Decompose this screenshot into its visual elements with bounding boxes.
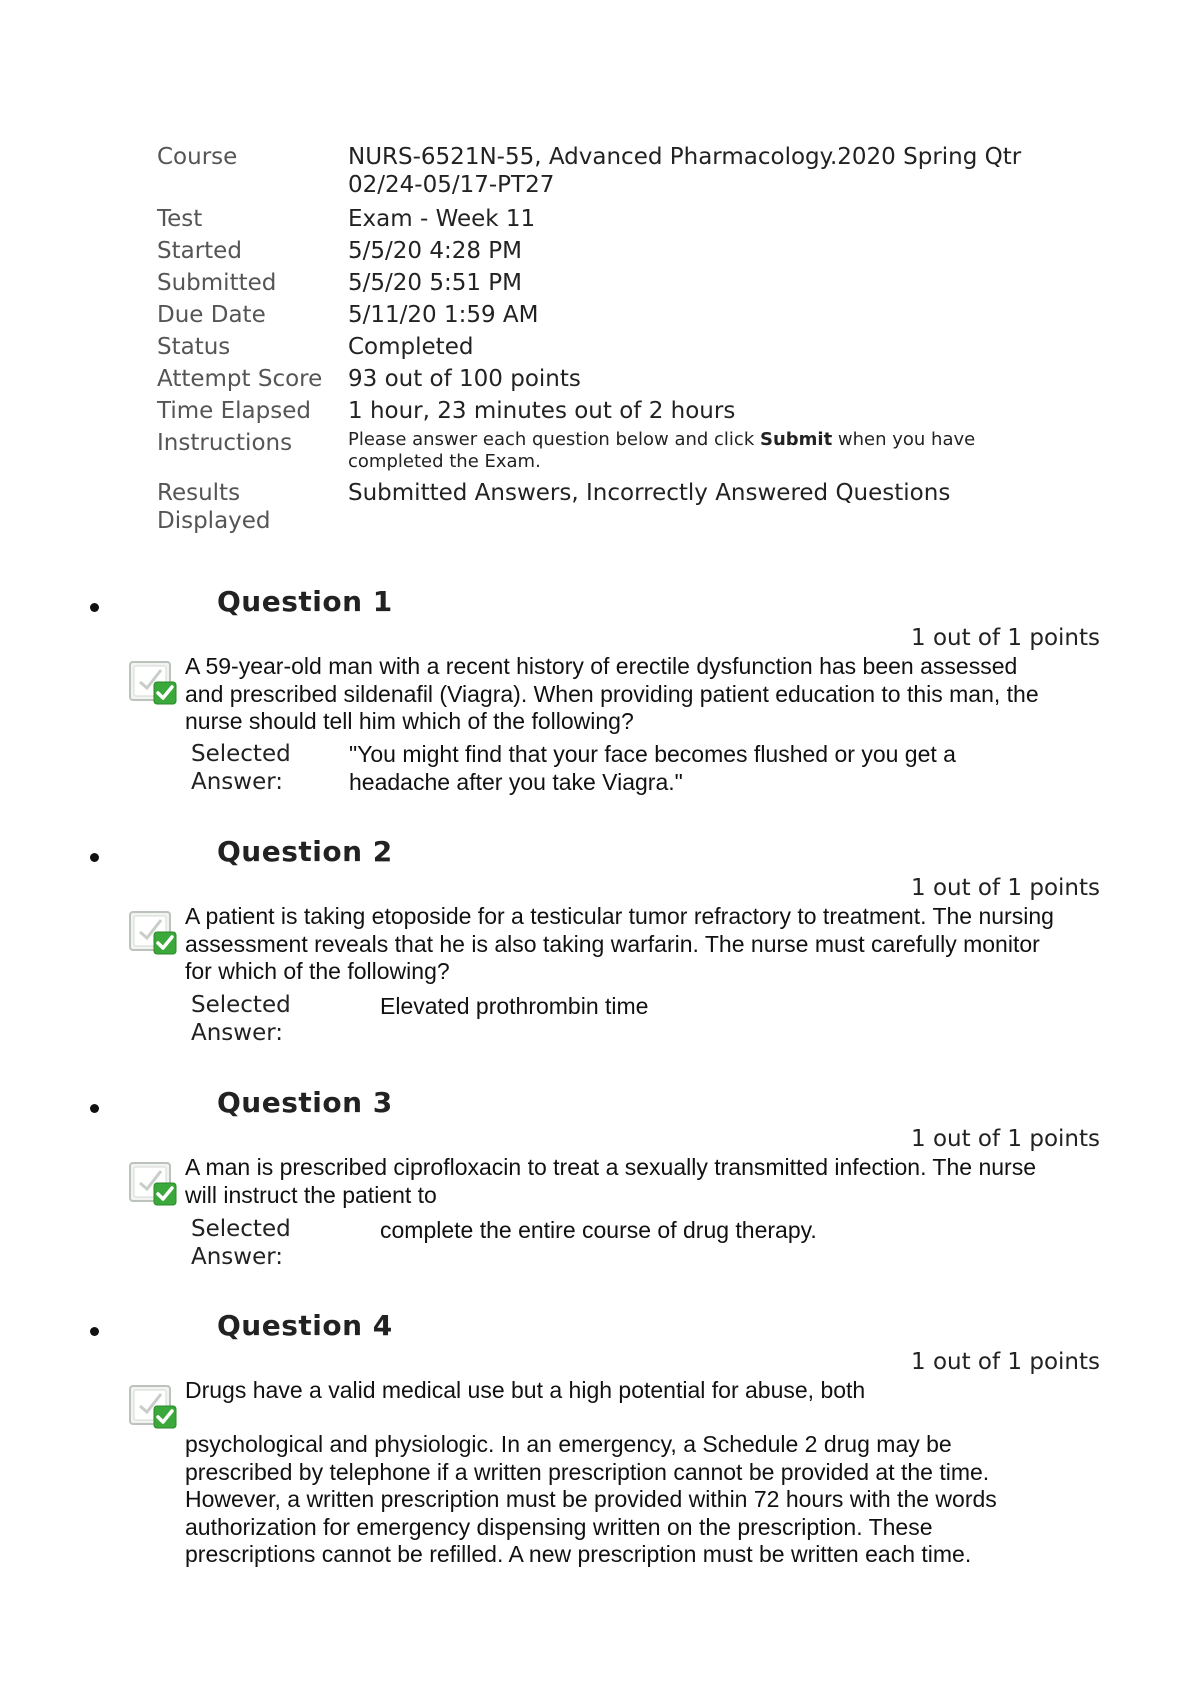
question-points: 1 out of 1 points xyxy=(911,1349,1100,1375)
instructions-text xyxy=(348,429,1057,479)
info-label: Test xyxy=(157,206,203,232)
info-row-due-date xyxy=(157,301,1057,333)
correct-check-icon xyxy=(128,1159,178,1207)
question-text: A 59-year-old man with a recent history of erectile dysfunction has been assessed and prescribed sildenafil (Viagra). When providing patient education to this man, the nurse should tell him which of the following? xyxy=(185,653,1039,734)
info-row-results-displayed xyxy=(157,479,1057,541)
question-points: 1 out of 1 points xyxy=(911,625,1100,651)
info-row-time-elapsed xyxy=(157,397,1057,429)
question-title: Question 2 xyxy=(217,835,393,868)
selected-answer-label: Selected Answer: xyxy=(191,992,291,1046)
question-title: Question 4 xyxy=(217,1309,393,1342)
info-label: Submitted xyxy=(157,270,277,296)
attempt-info-table xyxy=(157,143,1057,541)
selected-answer-label: Selected Answer: xyxy=(191,1216,291,1270)
info-label: Started xyxy=(157,238,242,264)
question-text-continued: psychological and physiologic. In an emergency, a Schedule 2 drug may be prescribed by telephone if a written prescription cannot be provided at the time. However, a written prescription must be provided within 72 hours with the words authorization for emergency dispensing written on the prescription. These prescriptions cannot be refilled. A new prescription must be written each time. xyxy=(185,1431,997,1567)
selected-answer-label: Selected Answer: xyxy=(191,741,291,795)
instructions-submit-word: Submit xyxy=(759,429,833,450)
selected-answer: "You might find that your face becomes flushed or you get a headache after you take Viagra." xyxy=(349,741,956,795)
info-row-submitted xyxy=(157,269,1057,301)
info-value: 5/5/20 4:28 PM xyxy=(348,238,523,264)
info-value: Exam - Week 11 xyxy=(348,206,536,232)
selected-answer: complete the entire course of drug therapy. xyxy=(380,1217,817,1243)
info-value: Completed xyxy=(348,334,474,360)
question-points: 1 out of 1 points xyxy=(911,875,1100,901)
info-row-started xyxy=(157,237,1057,269)
info-label: Course xyxy=(157,144,238,170)
info-value: 5/11/20 1:59 AM xyxy=(348,302,539,328)
correct-check-icon xyxy=(128,658,178,706)
question-text: A man is prescribed ciprofloxacin to treat a sexually transmitted infection. The nurse will instruct the patient to xyxy=(185,1154,1036,1208)
info-label: Status xyxy=(157,334,231,360)
selected-answer: Elevated prothrombin time xyxy=(380,993,649,1019)
info-value: 5/5/20 5:51 PM xyxy=(348,270,523,296)
info-label: Due Date xyxy=(157,302,266,328)
info-row-attempt-score xyxy=(157,365,1057,397)
instructions-text-part: Please answer each question below and click xyxy=(348,429,760,450)
bullet-icon xyxy=(90,1104,99,1113)
question-title: Question 1 xyxy=(217,585,393,618)
question-text-line1: Drugs have a valid medical use but a high potential for abuse, both xyxy=(185,1377,866,1403)
info-label: Attempt Score xyxy=(157,366,323,392)
info-label: Time Elapsed xyxy=(157,398,311,424)
info-value: 1 hour, 23 minutes out of 2 hours xyxy=(348,398,736,424)
question-points: 1 out of 1 points xyxy=(911,1126,1100,1152)
bullet-icon xyxy=(90,603,99,612)
info-value: Submitted Answers, Incorrectly Answered Questions xyxy=(348,480,951,506)
info-value: 93 out of 100 points xyxy=(348,366,581,392)
info-label: Results Displayed xyxy=(157,480,271,534)
question-title: Question 3 xyxy=(217,1086,393,1119)
bullet-icon xyxy=(90,853,99,862)
bullet-icon xyxy=(90,1327,99,1336)
info-row-course xyxy=(157,143,1057,205)
info-row-status xyxy=(157,333,1057,365)
correct-check-icon xyxy=(128,1382,178,1430)
info-row-instructions xyxy=(157,429,1057,479)
info-row-test xyxy=(157,205,1057,237)
instructions-text-part: when you have completed the Exam. xyxy=(348,429,976,472)
info-value: NURS-6521N-55, Advanced Pharmacology.2020 Spring Qtr 02/24-05/17-PT27 xyxy=(348,144,1022,198)
info-label: Instructions xyxy=(157,430,293,456)
correct-check-icon xyxy=(128,908,178,956)
question-text: A patient is taking etoposide for a testicular tumor refractory to treatment. The nursing assessment reveals that he is also taking warfarin. The nurse must carefully monitor for which of the following? xyxy=(185,903,1054,984)
